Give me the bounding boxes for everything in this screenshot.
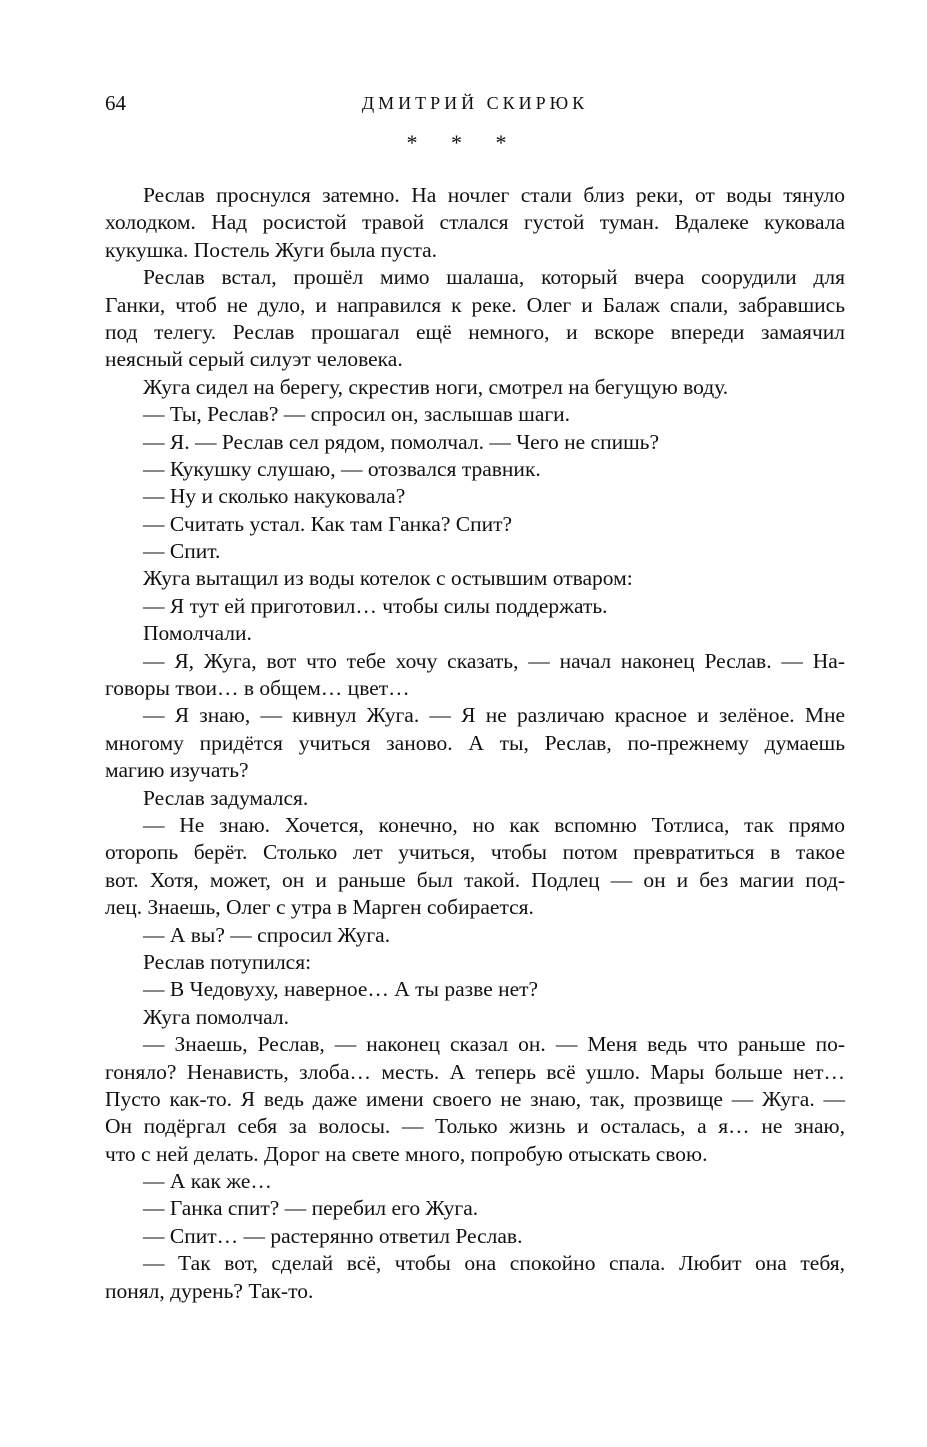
text-line: — В Чедовуху, наверное… А ты разве нет? bbox=[143, 977, 539, 1002]
text-line: магию изучать? bbox=[105, 758, 249, 783]
text-line: Жуга помолчал. bbox=[143, 1004, 289, 1029]
text-line: что с ней делать. Дорог на свете много, попробую отыскать свою. bbox=[105, 1141, 708, 1166]
text-line: многому придётся учиться заново. А ты, Реслав, по-прежнему думаешь bbox=[105, 730, 845, 755]
running-head bbox=[105, 88, 845, 118]
text-line: Жуга сидел на берегу, скрестив ноги, смотрел на бегущую воду. bbox=[143, 374, 729, 399]
text-line: — Считать устал. Как там Ганка? Спит? bbox=[143, 511, 513, 536]
text-line: Реслав встал, прошёл мимо шалаша, который вчера соорудили для bbox=[143, 265, 845, 290]
text-line: — Я знаю, — кивнул Жуга. — Я не различаю красное и зелёное. Мне bbox=[143, 703, 845, 728]
text-line: Жуга вытащил из воды котелок с остывшим отваром: bbox=[143, 566, 633, 591]
text-line: — Я, Жуга, вот что тебе хочу сказать, — начал наконец Реслав. — На- bbox=[143, 648, 845, 673]
text-line: — Кукушку слушаю, — отозвался травник. bbox=[143, 456, 541, 481]
text-line: — Ганка спит? — перебил его Жуга. bbox=[143, 1196, 479, 1221]
text-line: гоняло? Ненависть, злоба… месть. А теперь всё ушло. Мары больше нет… bbox=[105, 1059, 845, 1084]
text-line: — Я тут ей приготовил… чтобы силы поддержать. bbox=[143, 593, 608, 618]
text-line: кукушка. Постель Жуги была пуста. bbox=[105, 237, 438, 262]
text-line: Реслав задумался. bbox=[143, 785, 309, 810]
text-line: оторопь берёт. Столько лет учиться, чтобы потом превратиться в такое bbox=[105, 840, 845, 865]
text-line: вот. Хотя, может, он и раньше был такой. Подлец — он и без магии под- bbox=[105, 867, 845, 892]
text-line: — Я. — Реслав сел рядом, помолчал. — Чего не спишь? bbox=[143, 429, 660, 454]
text-line: — А как же… bbox=[143, 1169, 272, 1194]
section-break: * * * bbox=[406, 130, 521, 155]
text-line: Он подёргал себя за волосы. — Только жизнь и осталась, а я… не знаю, bbox=[105, 1114, 845, 1139]
text-line: — Не знаю. Хочется, конечно, но как вспомню Тотлиса, так прямо bbox=[143, 812, 845, 837]
text-line: говоры твои… в общем… цвет… bbox=[105, 676, 410, 701]
text-line: Пусто как-то. Я ведь даже имени своего не знаю, так, прозвище — Жуга. — bbox=[105, 1086, 845, 1111]
page-number: 64 bbox=[105, 91, 126, 115]
text-line: холодком. Над росистой травой стлался густой туман. Вдалеке куковала bbox=[105, 210, 845, 235]
text-line: неясный серый силуэт человека. bbox=[105, 347, 403, 372]
text-line: — Знаешь, Реслав, — наконец сказал он. — Меня ведь что раньше по- bbox=[143, 1032, 845, 1057]
text-line: — Спит. bbox=[143, 539, 221, 564]
text-line: Реслав проснулся затемно. На ночлег стали близ реки, от воды тянуло bbox=[143, 183, 845, 207]
text-line: — Так вот, сделай всё, чтобы она спокойно спала. Любит она тебя, bbox=[143, 1251, 845, 1276]
text-line: — Спит… — растерянно ответил Реслав. bbox=[143, 1223, 523, 1248]
text-line: лец. Знаешь, Олег с утра в Марген собирается. bbox=[105, 895, 534, 920]
text-line: Реслав потупился: bbox=[143, 949, 312, 974]
text-line: — Ну и сколько накуковала? bbox=[143, 484, 406, 509]
text-line: под телегу. Реслав прошагал ещё немного, и вскоре впереди замаячил bbox=[105, 319, 845, 344]
text-line: — Ты, Реслав? — спросил он, заслышав шаги. bbox=[143, 402, 571, 427]
book-author: ДМИТРИЙ СКИРЮК bbox=[361, 93, 589, 113]
text-line: Помолчали. bbox=[143, 621, 252, 646]
text-line: — А вы? — спросил Жуга. bbox=[143, 922, 391, 947]
text-body bbox=[105, 182, 845, 1305]
text-line: Ганки, чтоб не дуло, и направился к реке. Олег и Балаж спали, забравшись bbox=[105, 292, 845, 317]
text-line: понял, дурень? Так-то. bbox=[105, 1278, 314, 1303]
